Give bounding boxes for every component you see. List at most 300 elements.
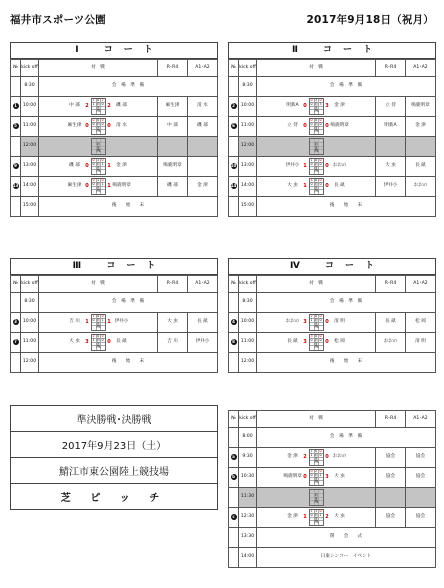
- half-away: 0: [319, 452, 322, 457]
- referee: おおの: [376, 333, 406, 353]
- match-cell: [39, 333, 158, 353]
- half-label: PK: [314, 460, 319, 465]
- half-home: 0: [310, 337, 313, 342]
- half-away: 2: [101, 98, 104, 103]
- col-assistant: A1･A2: [406, 276, 436, 293]
- half-label: 延: [314, 165, 318, 170]
- half-label: 1: [96, 158, 100, 163]
- col-assistant: A1･A2: [188, 60, 218, 77]
- half-away: [101, 190, 105, 194]
- col-match: 対 戦: [257, 276, 376, 293]
- court-4-block: [228, 258, 436, 373]
- half-row: [92, 150, 105, 154]
- assistant-referees: 金 津: [188, 177, 218, 197]
- score-away: 0: [325, 318, 329, 325]
- half-home: 1: [310, 317, 313, 322]
- half-label: 前: [314, 317, 318, 322]
- half-away: [319, 494, 323, 497]
- schedule-row: [229, 488, 436, 508]
- assistant-referees: 金 津: [406, 117, 436, 137]
- col-match: 対 戦: [257, 411, 376, 428]
- half-label: 前: [96, 161, 100, 166]
- schedule-row: [229, 448, 436, 468]
- col-referee: R･R4: [376, 60, 406, 77]
- referee: 麻生津: [158, 97, 188, 117]
- half-away: 0: [319, 509, 322, 514]
- half-label: 前: [314, 161, 318, 166]
- kickoff-time: 10:00: [21, 313, 39, 333]
- half-away: 1: [101, 161, 104, 166]
- assistant-referees: 協会: [406, 508, 436, 528]
- half-label: 前: [314, 512, 318, 517]
- half-label: 0: [96, 118, 100, 123]
- half-away: 0: [101, 158, 104, 163]
- half-label: PK: [314, 520, 319, 525]
- half-away: 0: [101, 118, 104, 123]
- schedule-row: [229, 293, 436, 313]
- half-label: 0: [314, 158, 318, 163]
- half-away: [319, 139, 323, 142]
- score-home: 2: [303, 453, 307, 460]
- kickoff-time: 10:00: [239, 313, 257, 333]
- team-home: 明新A: [286, 103, 299, 109]
- col-referee: R･R4: [376, 276, 406, 293]
- col-match: 対 戦: [39, 276, 158, 293]
- kickoff-time: 15:00: [239, 197, 257, 217]
- court-title: Ⅳ コート: [228, 258, 436, 275]
- score-home: 0: [303, 122, 307, 129]
- match-number: [229, 508, 239, 528]
- half-label: PK: [314, 129, 319, 134]
- half-away: [101, 326, 105, 330]
- half-away: [101, 150, 105, 154]
- half-away: 0: [101, 121, 104, 126]
- team-away: 伊井小: [114, 319, 129, 325]
- score-home: 3: [303, 318, 307, 325]
- assistant-referees: 伊井小: [188, 333, 218, 353]
- half-row: [310, 110, 323, 114]
- referee: 鳴鹿明章: [158, 157, 188, 177]
- schedule-row: [11, 197, 218, 217]
- half-label: 0: [96, 314, 100, 319]
- score-away: 0: [325, 453, 329, 460]
- referee: 明新A: [376, 117, 406, 137]
- half-row: [92, 190, 105, 194]
- assistant-referees: 協会: [406, 468, 436, 488]
- finals-place: 鯖江市東公園陸上競技場: [11, 458, 217, 484]
- half-home: 0: [310, 512, 313, 517]
- kickoff-time: 12:00: [21, 353, 39, 373]
- half-away: 0: [319, 178, 322, 183]
- half-away: [101, 143, 105, 146]
- match-number: [229, 448, 239, 468]
- half-label: 延: [314, 321, 318, 326]
- assistant-referees: 協会: [406, 448, 436, 468]
- score-home: 2: [85, 102, 89, 109]
- half-away: [319, 498, 323, 501]
- half-row: [92, 326, 105, 330]
- half-home: 0: [310, 472, 313, 477]
- half-label: 前: [314, 181, 318, 186]
- half-home: 0: [310, 118, 313, 123]
- score-away: 2: [325, 513, 329, 520]
- referee: 大 虫: [158, 313, 188, 333]
- match-cell: [257, 508, 376, 528]
- match-number: [11, 333, 21, 353]
- half-label: 1: [314, 509, 318, 514]
- schedule-row: [11, 97, 218, 117]
- finals-date: 2017年9月23日（土）: [11, 432, 217, 458]
- match-number: [229, 548, 239, 568]
- half-away: [319, 130, 323, 134]
- half-home: 0: [92, 178, 95, 183]
- col-kickoff: kick off: [21, 60, 39, 77]
- match-number-badge: 3: [14, 319, 17, 325]
- half-label: PK: [314, 149, 319, 154]
- half-label: PK: [96, 169, 101, 174]
- half-label: 0: [314, 314, 318, 319]
- half-row: [310, 461, 323, 465]
- col-referee: R･R4: [158, 276, 188, 293]
- col-no: №: [11, 276, 21, 293]
- half-row: [310, 130, 323, 134]
- match-cell: [257, 333, 376, 353]
- match-number: [229, 157, 239, 177]
- half-away: [101, 127, 105, 130]
- half-home: 1: [310, 509, 313, 514]
- half-away: [319, 147, 323, 150]
- half-away: 0: [319, 334, 322, 339]
- half-label: PK: [314, 325, 319, 330]
- col-no: №: [229, 411, 239, 428]
- half-away: [101, 107, 105, 110]
- schedule-row: [229, 468, 436, 488]
- team-home: 吉 川: [69, 319, 80, 325]
- half-away: [101, 170, 105, 174]
- half-away: 0: [319, 181, 322, 186]
- score-home: 0: [85, 162, 89, 169]
- half-label: PK: [96, 129, 101, 134]
- half-label: 延: [96, 165, 100, 170]
- kickoff-time: 12:00: [239, 353, 257, 373]
- team-away: 大 虫: [334, 514, 345, 520]
- match-number: [11, 177, 21, 197]
- assistant-referees: [188, 137, 218, 157]
- score-home: 3: [303, 338, 307, 345]
- score-away: 1: [107, 318, 111, 325]
- match-box: [257, 117, 375, 136]
- match-box: [257, 177, 375, 196]
- schedule-note: 会 場 準 備: [39, 293, 218, 313]
- schedule-row: [229, 548, 436, 568]
- kickoff-time: 15:00: [21, 197, 39, 217]
- assistant-referees: 清 水: [188, 97, 218, 117]
- half-home: 1: [92, 101, 95, 106]
- half-label: 前: [96, 181, 100, 186]
- half-row: [310, 481, 323, 485]
- half-label: 前: [96, 337, 100, 342]
- half-label: 前: [314, 452, 318, 457]
- half-scores: [91, 178, 106, 194]
- half-label: 前: [314, 141, 318, 146]
- half-home: 0: [92, 161, 95, 166]
- half-away: [319, 478, 323, 481]
- half-away: [319, 110, 323, 114]
- kickoff-time: 11:30: [239, 488, 257, 508]
- match-number-badge: 14: [230, 183, 237, 189]
- match-number-badge: 13: [12, 183, 19, 189]
- court-title: Ⅱ コート: [228, 42, 436, 59]
- team-away: 長 畝: [334, 183, 345, 189]
- half-home: 2: [92, 334, 95, 339]
- match-number-badge: 9: [14, 163, 17, 169]
- referee: 伊井小: [376, 177, 406, 197]
- referee: 立 待: [376, 97, 406, 117]
- schedule-row: [229, 508, 436, 528]
- half-label: 延: [314, 105, 318, 110]
- half-label: 前: [96, 141, 100, 146]
- half-label: 0: [314, 118, 318, 123]
- match-box: [39, 157, 157, 176]
- half-label: PK: [96, 149, 101, 154]
- finals-info: [10, 405, 218, 510]
- match-box: [257, 448, 375, 467]
- score-away: 1: [107, 162, 111, 169]
- half-label: PK: [314, 345, 319, 350]
- schedule-row: [229, 177, 436, 197]
- half-away: 0: [319, 158, 322, 163]
- half-label: 延: [314, 476, 318, 481]
- schedule-table: [10, 275, 218, 373]
- score-away: 3: [325, 473, 329, 480]
- match-number: [229, 197, 239, 217]
- half-scores: [91, 158, 106, 174]
- score-away: 0: [107, 122, 111, 129]
- half-away: [319, 326, 323, 330]
- score-away: 1: [107, 182, 111, 189]
- assistant-referees: 松 岡: [406, 313, 436, 333]
- match-cell: [39, 313, 158, 333]
- half-away: [319, 343, 323, 346]
- half-scores: [309, 334, 324, 350]
- referee: 協会: [376, 448, 406, 468]
- match-number: [11, 157, 21, 177]
- kickoff-time: 12:00: [21, 137, 39, 157]
- half-label: 延: [314, 341, 318, 346]
- team-home: 磯 部: [69, 163, 80, 169]
- col-kickoff: kick off: [239, 60, 257, 77]
- assistant-referees: 磯 部: [188, 117, 218, 137]
- half-scores: [309, 178, 324, 194]
- half-away: [101, 187, 105, 190]
- half-away: [319, 490, 323, 493]
- match-number: [229, 97, 239, 117]
- schedule-row: [229, 197, 436, 217]
- schedule-row: [229, 313, 436, 333]
- kickoff-time: 9:30: [239, 448, 257, 468]
- schedule-table: [228, 59, 436, 217]
- match-number-badge: b: [232, 474, 235, 480]
- match-number: [229, 177, 239, 197]
- half-home: 1: [310, 158, 313, 163]
- half-home: 0: [310, 181, 313, 186]
- schedule-note: 閉 会 式: [257, 528, 436, 548]
- kickoff-time: 11:00: [21, 117, 39, 137]
- team-away: 松 岡: [334, 339, 345, 345]
- match-box: [39, 137, 157, 156]
- schedule-row: [11, 117, 218, 137]
- team-away: 長 畝: [116, 339, 127, 345]
- team-away: おおの: [332, 163, 347, 169]
- half-scores: [309, 98, 324, 114]
- team-away: 鳴鹿明章: [112, 183, 131, 189]
- schedule-note: 後 始 末: [39, 353, 218, 373]
- score-home: 1: [303, 182, 307, 189]
- half-home: 1: [92, 98, 95, 103]
- half-away: 0: [319, 161, 322, 166]
- kickoff-time: 10:00: [239, 97, 257, 117]
- half-away: [319, 346, 323, 350]
- schedule-note: 日東シンコー イベント: [257, 548, 436, 568]
- match-number: [229, 137, 239, 157]
- schedule-row: [11, 157, 218, 177]
- kickoff-time: 14:00: [239, 548, 257, 568]
- kickoff-time: 12:00: [239, 137, 257, 157]
- half-label: 前: [96, 101, 100, 106]
- team-away: 磯 部: [116, 103, 127, 109]
- referee: 吉 川: [158, 333, 188, 353]
- schedule-table: [228, 410, 436, 568]
- half-away: 0: [319, 337, 322, 342]
- match-number-badge: 1: [14, 103, 17, 109]
- half-away: 3: [319, 101, 322, 106]
- match-number-badge: 6: [232, 123, 235, 129]
- half-row: [310, 170, 323, 174]
- half-away: [319, 150, 323, 154]
- assistant-referees: [188, 157, 218, 177]
- half-away: 0: [319, 469, 322, 474]
- score-home: 1: [303, 162, 307, 169]
- half-away: 0: [319, 118, 322, 123]
- team-away: 清 明: [334, 319, 345, 325]
- half-away: 1: [101, 317, 104, 322]
- match-number: [229, 293, 239, 313]
- match-number: [11, 313, 21, 333]
- referee: 中 部: [158, 117, 188, 137]
- score-away: 0: [107, 338, 111, 345]
- match-number-badge: a: [232, 454, 235, 460]
- schedule-row: [11, 293, 218, 313]
- match-number: [11, 197, 21, 217]
- assistant-referees: 長 畝: [406, 157, 436, 177]
- team-home: 麻生津: [67, 183, 82, 189]
- kickoff-time: 13:30: [239, 528, 257, 548]
- half-scores: [91, 314, 106, 330]
- half-label: 1: [96, 178, 100, 183]
- kickoff-time: 8:00: [239, 428, 257, 448]
- match-number-badge: c: [232, 514, 235, 520]
- half-away: [319, 323, 323, 326]
- half-label: 延: [96, 105, 100, 110]
- match-number: [229, 333, 239, 353]
- half-away: [101, 130, 105, 134]
- half-home: 1: [310, 449, 313, 454]
- half-away: [319, 461, 323, 465]
- match-number: [229, 353, 239, 373]
- match-number: [11, 77, 21, 97]
- half-scores: [309, 118, 324, 134]
- half-home: 0: [92, 317, 95, 322]
- half-scores: [309, 509, 324, 525]
- half-away: [319, 518, 323, 521]
- half-away: [319, 458, 323, 461]
- half-home: 0: [310, 98, 313, 103]
- match-number: [229, 488, 239, 508]
- referee: [376, 488, 406, 508]
- match-cell: [39, 157, 158, 177]
- half-home: 0: [92, 158, 95, 163]
- half-away: [101, 167, 105, 170]
- team-away: おおの: [332, 454, 347, 460]
- half-home: 0: [92, 181, 95, 186]
- schedule-row: [11, 77, 218, 97]
- schedule-row: [11, 333, 218, 353]
- match-cell: [39, 177, 158, 197]
- half-label: PK: [96, 325, 101, 330]
- half-label: 延: [96, 125, 100, 130]
- match-box: [257, 97, 375, 116]
- referee: 長 畝: [376, 313, 406, 333]
- kickoff-time: 13:00: [21, 157, 39, 177]
- team-home: 鳴鹿明章: [283, 474, 302, 480]
- half-home: 0: [310, 101, 313, 106]
- match-number: [11, 293, 21, 313]
- half-away: [101, 139, 105, 142]
- assistant-referees: おおの: [406, 177, 436, 197]
- kickoff-time: 14:00: [21, 177, 39, 197]
- match-number-badge: 4: [232, 319, 235, 325]
- match-cell: [257, 137, 376, 157]
- half-away: 1: [319, 472, 322, 477]
- half-home: 1: [92, 314, 95, 319]
- half-away: 0: [319, 98, 322, 103]
- half-label: 延: [96, 185, 100, 190]
- score-home: 1: [303, 513, 307, 520]
- half-home: 1: [310, 178, 313, 183]
- header-row: [11, 60, 218, 77]
- half-label: 前: [314, 472, 318, 477]
- team-home: 大 虫: [287, 183, 298, 189]
- schedule-row: [229, 157, 436, 177]
- match-box: [39, 313, 157, 332]
- score-away: 3: [325, 102, 329, 109]
- half-label: 0: [314, 178, 318, 183]
- half-away: [319, 127, 323, 130]
- half-scores: [309, 158, 324, 174]
- half-scores: [309, 469, 324, 485]
- score-home: 1: [85, 318, 89, 325]
- half-label: PK: [96, 345, 101, 350]
- score-home: 3: [85, 338, 89, 345]
- half-away: 0: [319, 121, 322, 126]
- half-home: 0: [92, 121, 95, 126]
- half-away: [101, 323, 105, 326]
- kickoff-time: 10:30: [239, 468, 257, 488]
- header-row: [229, 60, 436, 77]
- match-box: [257, 313, 375, 332]
- half-away: [319, 481, 323, 485]
- match-cell: [257, 448, 376, 468]
